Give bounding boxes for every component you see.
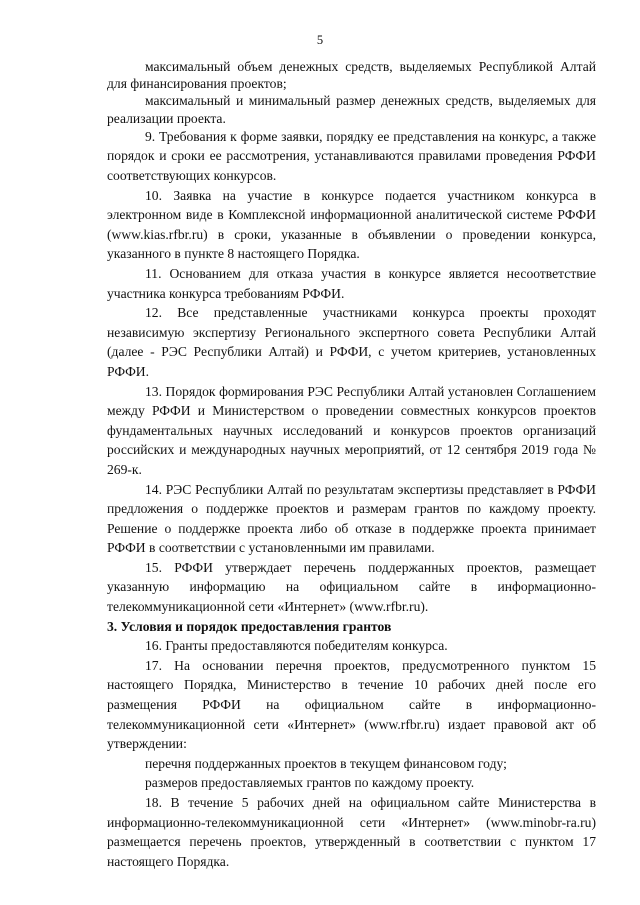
- paragraph-11: 11. Основанием для отказа участия в конкурсе является несоответствие участника конкурса требованиям РФФИ.: [107, 265, 596, 301]
- paragraph-17-item-sizes: размеров предоставляемых грантов по каждому проекту.: [145, 775, 475, 791]
- paragraph-17-item-list: перечня поддержанных проектов в текущем финансовом году;: [145, 755, 507, 771]
- paragraph-10: 10. Заявка на участие в конкурсе подается участником конкурса в электронном виде в Комплексной информационной аналитической системе РФФИ (www.kias.rfbr.ru) в сроки, указанные в объявлении о проведении конкурса, указанного в пункте 8 настоящего Порядка.: [107, 187, 596, 262]
- paragraph-15: 15. РФФИ утверждает перечень поддержанных проектов, размещает указанную информацию на официальном сайте в информационно-телекоммуникационной сети «Интернет» (www.rfbr.ru).: [107, 559, 596, 615]
- section-heading: 3. Условия и порядок предоставления грантов: [107, 618, 392, 634]
- page-number: 5: [316, 33, 324, 47]
- paragraph-min-max-size: максимальный и минимальный размер денежных средств, выделяемых для реализации проекта.: [107, 93, 596, 126]
- document-body: [107, 58, 596, 871]
- paragraph-13: 13. Порядок формирования РЭС Республики Алтай установлен Соглашением между РФФИ и Министерством о проведении совместных конкурсов проектов фундаментальных научных исследований и конкурсов проектов организаций российских и международных научных мероприятий, от 12 сентября 2019 года № 269-к.: [107, 383, 596, 477]
- paragraph-18: 18. В течение 5 рабочих дней на официальном сайте Министерства в информационно-телекоммуникационной сети «Интернет» (www.minobr-ra.ru) размещается перечень проектов, утвержденный в соответствии с пунктом 17 настоящего Порядка.: [107, 795, 596, 869]
- paragraph-max-funding: максимальный объем денежных средств, выделяемых Республикой Алтай для финансирования проектов;: [107, 59, 596, 92]
- paragraph-14: 14. РЭС Республики Алтай по результатам экспертизы представляет в РФФИ предложения о поддержке проектов и размерам грантов по каждому проекту. Решение о поддержке проекта либо об отказе в поддержке проекта принимает РФФИ в соответствии с установленными им правилами.: [107, 481, 596, 556]
- paragraph-16: 16. Гранты предоставляются победителям конкурса.: [145, 638, 448, 654]
- paragraph-17: 17. На основании перечня проектов, предусмотренного пунктом 15 настоящего Порядка, Министерство в течение 10 рабочих дней после его размещения РФФИ на официальном сайте в информационно-телекоммуникационной сети «Интернет» (www.rfbr.ru) издает правовой акт об утверждении:: [107, 657, 596, 752]
- paragraph-12: 12. Все представленные участниками конкурса проекты проходят независимую экспертизу Регионального экспертного совета Республики Алтай (далее - РЭС Республики Алтай) и РФФИ, с учетом критериев, установленных РФФИ.: [107, 305, 596, 379]
- paragraph-9: 9. Требования к форме заявки, порядку ее представления на конкурс, а также порядок и сроки ее рассмотрения, устанавливаются правилами проведения РФФИ соответствующих конкурсов.: [107, 128, 596, 183]
